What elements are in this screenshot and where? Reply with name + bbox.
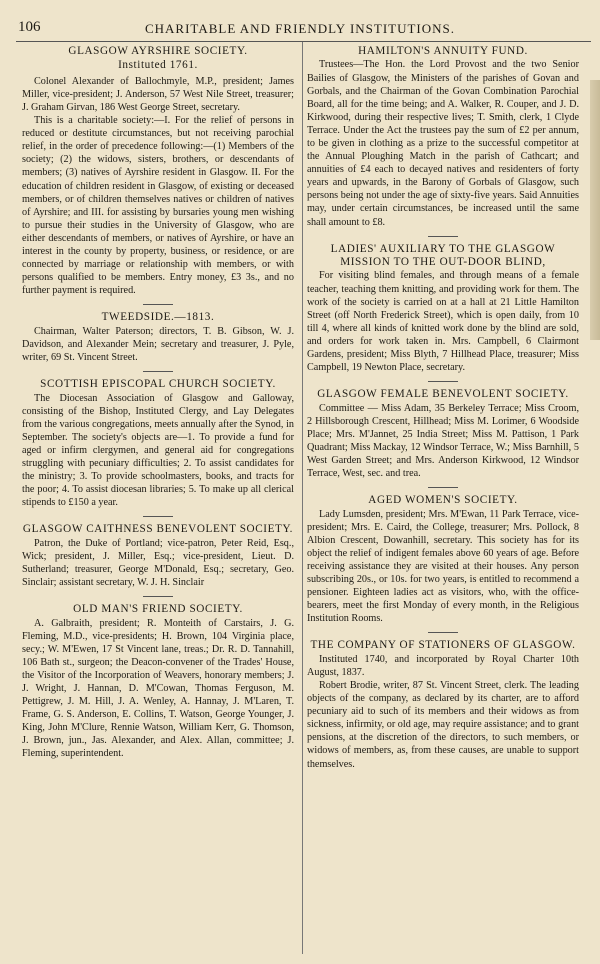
section-divider [428,381,458,382]
running-head [0,0,600,40]
entry-caithness-society [22,523,294,589]
entry-title: THE COMPANY OF STATIONERS OF GLASGOW. [310,639,576,652]
section-divider [143,371,173,372]
entry-paragraph: This is a charitable society:—I. For the relief of persons in reduced or destitute circumstances, but not receiving parochial relief, in the order of precedence following:—(1) Members of the society; (2) the widows, sisters, brothers, or descendants of members; (3) natives of Ayrshire resident in Glasgow. II. For the education of children resident in Glasgow, of existing or deceased members, or of children themselves natives or children of natives of Ayrshire; and III. for assisting by bursaries young men wishing to pursue their studies in the University of Glasgow, who are either descendants of members, or natives of Ayrshire, or have an interest in the county by property, business, or residence, or are connected by marriage or relationship with members, or with persons qualified to be members. Entry money, £3 3s., and no further payment is required. [22,115,294,297]
entry-episcopal-society [22,378,294,509]
section-divider [143,304,173,305]
entry-paragraph: Lady Lumsden, president; Mrs. M'Ewan, 11 Park Terrace, vice-president; Mrs. E. Caird, the College, treasurer; Mrs. Pollock, 8 Albion Crescent, Dowanhill, secretary. This society has for its object the relief of indigent females above 60 years of age. Before receiving assistance they are visited at their houses. Any person subscribing 20s., or 10s. for two years, is entitled to recommend a pensioner. Eighteen ladies act as visitors, who, with the office-bearers, meet the first Monday of every month, in the Religious Institution Rooms. [307,508,579,625]
page-number: 106 [18,19,41,35]
entry-old-mans-friend [22,603,294,760]
entry-paragraph: Trustees—The Hon. the Lord Provost and the two Senior Bailies of Glasgow, the Ministers of the parishes of Govan and Gorbals, and the Chairman of the Govan Combination Parochial Board, all for the time being; and A. Walker, R. Couper, and J. D. Kirkwood, during their respective lives; T. Smith, clerk, 1 Clyde Terrace. Under the Act the trustees pay the sum of £2 per annum, to be given in clothing as a prize to the successful competitor at the Annual Ploughing Match in the parish of Cathcart; and annuities of £4 each to decayed natives and residenters of forty years and upwards, in the Barony of Gorbals of Glasgow, such persons being not under the age of sixty-five years. Said Annuities may, under certain circumstances, be increased until the same shall amount to £8. [307,59,579,228]
facing-page-edge [590,80,600,340]
left-column [22,45,294,761]
entry-female-benevolent [307,388,579,480]
entry-paragraph: For visiting blind females, and through means of a female teacher, teaching them knitting, and providing work for them. The work of the society is carried on at a hall at 21 Little Hamilton Street (off North Frederick Street), which is open daily, from 10 till 4, where all kinds of knitted work done by the blind are sold, and orders for work taken in. Mrs. Campbell, 6 Clairmont Gardens, president; Miss Blyth, 7 Hillhead Place, treasurer; Miss Campbell, 19 Newton Place, secretary. [307,270,579,374]
entry-tweedside [22,311,294,364]
entry-ayrshire-society [22,45,294,297]
entry-paragraph: The Diocesan Association of Glasgow and Galloway, consisting of the Bishop, Instituted Clergy, and Lay Delegates from the various congregations, meets annually after the Synod, in September. The society's objects are—1. To provide a fund for aged or infirm clergymen, and general aid for congregations struggling with pecuniary difficulties; 2. To assist candidates for the ministry; 3. To provide schoolmasters, books, and tracts for the poor; 4. To assist diocesan libraries; 5. To make up all clerical stipends to £150 a year. [22,392,294,509]
entry-title: GLASGOW AYRSHIRE SOCIETY. [68,45,248,57]
entry-title: GLASGOW CAITHNESS BENEVOLENT SOCIETY. [22,523,294,536]
entry-paragraph: Colonel Alexander of Ballochmyle, M.P., president; James Miller, vice-president; J. Anderson, 57 West Nile Street, treasurer; J. Graham Girvan, 186 West George Street, secretary. [22,75,294,113]
entry-paragraph: A. Galbraith, president; R. Monteith of Carstairs, J. G. Fleming, M.D., vice-presidents; H. Brown, 104 Virginia place, secy.; W. M'Ewen, 17 St Vincent lane, treas.; Dr. R. D. Tannahill, 106 Bath st., surgeon; the Deacon-convener of the Trades' House, the Visitor of the Incorporation of Weavers, honorary members; J. J. Wright, J. Hannan, D. M'Cowan, Thomas Ferguson, M. Pettigrew, J. M. Hill, J. A. Wenley, A. Hannay, J. M'Laren, T. Frame, G. S. Anderson, E. Collins, T. Watson, George Younger, J. King, John M'Clure, Rennie Watson, William Kerr, G. Thomson, J. Brown, jun., Jas. Alexander, and Alex. Allan, committee; J. Fleming, superintendent. [22,617,294,760]
entry-paragraph: Committee — Miss Adam, 35 Berkeley Terrace; Miss Croom, 2 Hillsborough Crescent, Hillhead; Miss M. Lorimer, 6 Woodside Place; Mrs. M'Jannet, 25 India Street; Miss M. Pattison, 1 Park Quadrant; Miss Mackay, 12 Windsor Terrace, W.; Miss Barnhill, 5 West Garden Street; and Mrs. Anderson Kirkwood, 12 Windsor Terrace, West, sec. and trea. [307,402,579,480]
entry-title: OLD MAN'S FRIEND SOCIETY. [73,603,243,616]
section-divider [428,487,458,488]
running-title: CHARITABLE AND FRIENDLY INSTITUTIONS. [144,21,456,36]
section-divider [143,516,173,517]
section-divider [428,236,458,237]
entry-stationers [307,639,579,770]
entry-title: SCOTTISH EPISCOPAL CHURCH SOCIETY. [40,378,276,391]
entry-ladies-auxiliary [307,243,579,375]
section-divider [428,632,458,633]
entry-paragraph: Chairman, Walter Paterson; directors, T. B. Gibson, W. J. Davidson, and Alexander Mein; secretary and treasurer, J. Pyle, writer, 69 St. Vincent Street. [22,325,294,363]
entry-paragraph: Instituted 1740, and incorporated by Royal Charter 10th August, 1837. [307,653,579,678]
header-rule [16,41,591,42]
column-divider [302,42,303,954]
entry-paragraph: Robert Brodie, writer, 87 St. Vincent Street, clerk. The leading objects of the company, as declared by its charter, are to afford pecuniary aid to such of its members and their widows as from sickness, infirmity, or old age, may require assistance; and to grant pensions, at the discretion of the directors, to such members, or widows of members, as, from these causes, are unable to support themselves. [307,680,579,770]
entry-title: GLASGOW FEMALE BENEVOLENT SOCIETY. [317,388,569,401]
right-column [307,45,579,771]
section-divider [143,596,173,597]
entry-paragraph: Patron, the Duke of Portland; vice-patron, Peter Reid, Esq., Wick; president, J. Miller, Esq.; vice-president, Lieut. D. Sutherland; treasurer, George M'Donald, Esq.; secretary, Geo. Sinclair; assistant secretary, W. J. H. Sinclair [22,537,294,589]
entry-hamiltons-annuity [307,45,579,229]
entry-aged-womens [307,494,579,625]
entry-title: LADIES' AUXILIARY TO THE GLASGOW MISSION TO THE OUT-DOOR BLIND, [330,242,556,269]
entry-title: AGED WOMEN'S SOCIETY. [368,494,518,507]
entry-subtitle: Instituted 1761. [118,59,198,72]
entry-title: HAMILTON'S ANNUITY FUND. [358,45,528,57]
entry-title: TWEEDSIDE.—1813. [101,311,215,324]
